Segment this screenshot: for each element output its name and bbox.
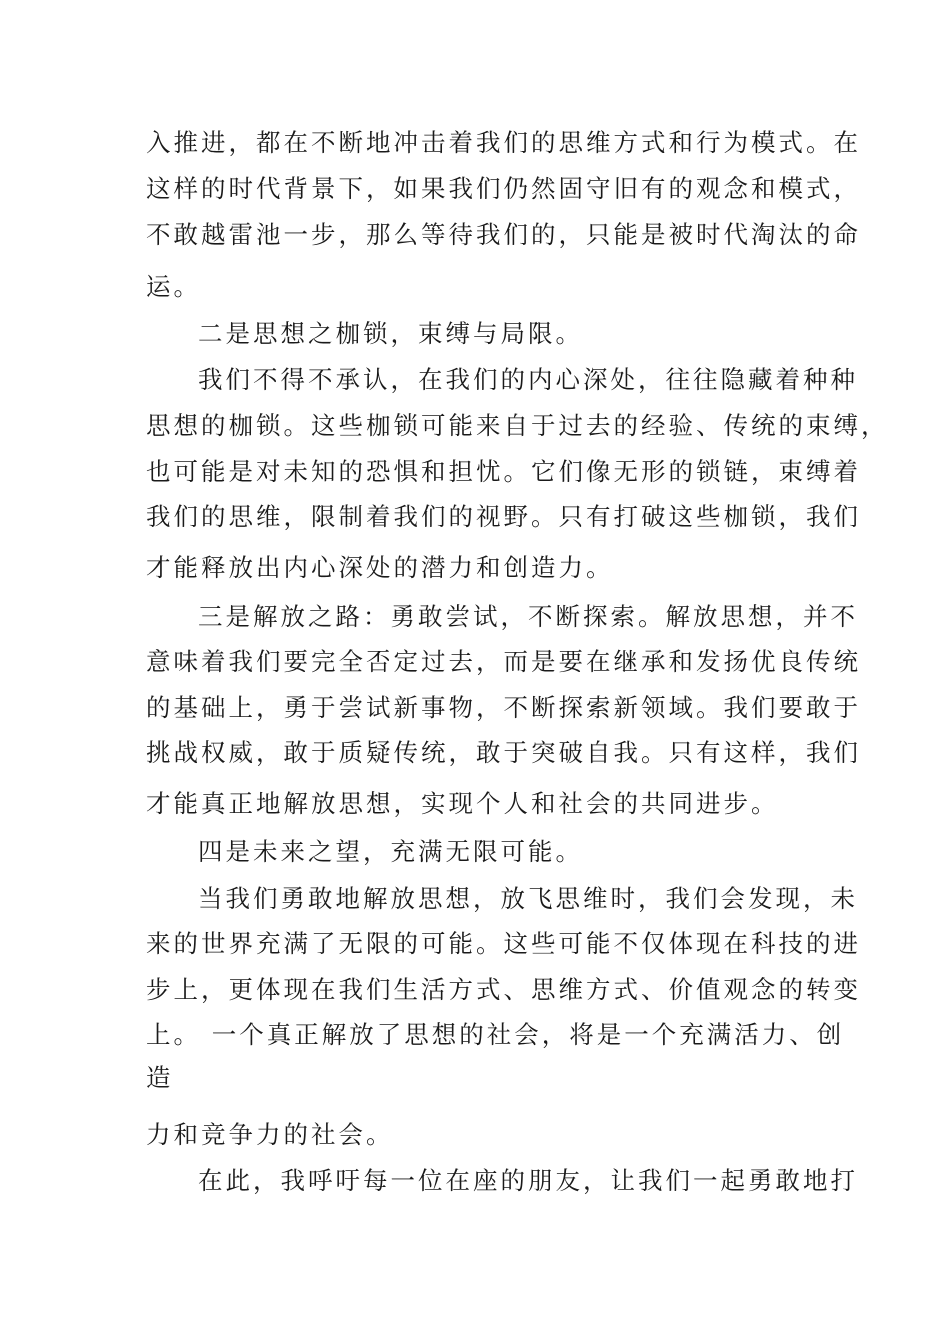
text-line: 才能释放出内心深处的潜力和创造力。 xyxy=(146,553,614,582)
section-heading: 四是未来之望，充满无限可能。 xyxy=(198,837,583,866)
text-line: 我们的思维，限制着我们的视野。只有打破这些枷锁，我们 xyxy=(146,502,861,531)
text-line: 当我们勇敢地解放思想，放飞思维时，我们会发现，未 xyxy=(198,884,858,913)
text-line: 造 xyxy=(146,1063,174,1092)
text-line: 来的世界充满了无限的可能。这些可能不仅体现在科技的进 xyxy=(146,929,861,958)
text-line: 也可能是对未知的恐惧和担忧。它们像无形的锁链，束缚着 xyxy=(146,457,861,486)
text-line: 思想的枷锁。这些枷锁可能来自于过去的经验、传统的束缚， xyxy=(146,411,889,440)
text-line: 我们不得不承认，在我们的内心深处，往往隐藏着种种 xyxy=(198,365,858,394)
text-line: 的基础上，勇于尝试新事物，不断探索新领域。我们要敢于 xyxy=(146,693,861,722)
text-line: 这样的时代背景下，如果我们仍然固守旧有的观念和模式， xyxy=(146,174,861,203)
text-line: 运。 xyxy=(146,272,201,301)
text-line: 才能真正地解放思想，实现个人和社会的共同进步。 xyxy=(146,789,779,818)
text-line: 意味着我们要完全否定过去，而是要在继承和发扬优良传统 xyxy=(146,647,861,676)
text-line: 三是解放之路：勇敢尝试，不断探索。解放思想，并不 xyxy=(198,602,858,631)
text-line: 入推进，都在不断地冲击着我们的思维方式和行为模式。在 xyxy=(146,128,861,157)
text-line: 在此，我呼吁每一位在座的朋友，让我们一起勇敢地打 xyxy=(198,1166,858,1195)
section-heading: 二是思想之枷锁，束缚与局限。 xyxy=(198,319,583,348)
text-line: 力和竞争力的社会。 xyxy=(146,1120,394,1149)
text-line: 上。 一个真正解放了思想的社会，将是一个充满活力、创 xyxy=(146,1020,845,1049)
text-line: 步上，更体现在我们生活方式、思维方式、价值观念的转变 xyxy=(146,975,861,1004)
text-line: 挑战权威，敢于质疑传统，敢于突破自我。只有这样，我们 xyxy=(146,738,861,767)
text-line: 不敢越雷池一步，那么等待我们的，只能是被时代淘汰的命 xyxy=(146,220,861,249)
